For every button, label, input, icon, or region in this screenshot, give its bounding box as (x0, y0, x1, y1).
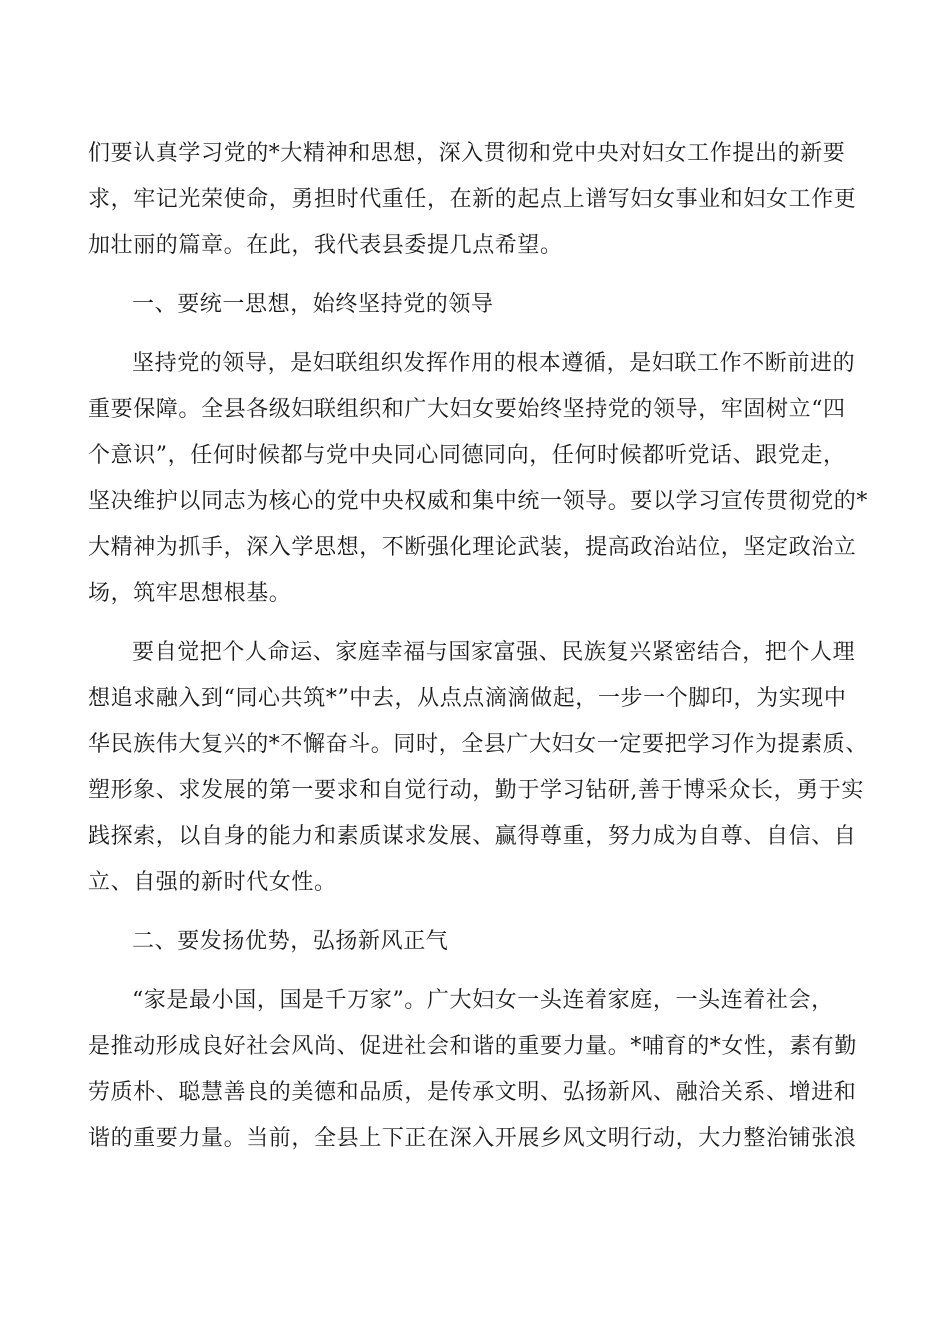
text-line: 们要认真学习党的*大精神和思想，深入贯彻和党中央对妇女工作提出的新要 (88, 141, 846, 166)
section-heading-1 (88, 282, 858, 328)
text-line: 加壮丽的篇章。在此，我代表县委提几点希望。 (88, 233, 563, 258)
text-line: 是推动形成良好社会风尚、促进社会和谐的重要力量。*哺育的*女性，素有勤 (88, 1034, 858, 1059)
heading-text: 二、要发扬优势，弘扬新风正气 (132, 929, 449, 954)
paragraph-1 (88, 131, 858, 269)
paragraph-4 (88, 978, 858, 1162)
text-line: 想追求融入到“同心共筑*”中去，从点点滴滴做起，一步一个脚印，为实现中 (88, 686, 847, 711)
text-line: 塑形象、求发展的第一要求和自觉行动，勤于学习钻研,善于博采众长，勇于实 (88, 778, 864, 803)
text-line: 华民族伟大复兴的*不懈奋斗。同时，全县广大妇女一定要把学习作为提素质、 (88, 732, 869, 757)
text-line: 重要保障。全县各级妇联组织和广大妇女要始终坚持党的领导，牢固树立“四 (88, 397, 846, 422)
text-line: 个意识”，任何时候都与党中央同心同德同向，任何时候都听党话、跟党走， (88, 443, 846, 468)
heading-text: 一、要统一思想，始终坚持党的领导 (132, 292, 494, 317)
text-line: 立、自强的新时代女性。 (88, 870, 337, 895)
text-line: 场，筑牢思想根基。 (88, 581, 292, 606)
paragraph-2 (88, 341, 869, 617)
section-heading-2 (88, 919, 858, 965)
text-line: “家是最小国，国是千万家”。广大妇女一头连着家庭，一头连着社会， (132, 988, 834, 1013)
text-line: 劳质朴、聪慧善良的美德和品质，是传承文明、弘扬新风、融洽关系、增进和 (88, 1080, 857, 1105)
text-line: 坚持党的领导，是妇联组织发挥作用的根本遵循，是妇联工作不断前进的 (132, 351, 856, 376)
text-line: 谐的重要力量。当前，全县上下正在深入开展乡风文明行动，大力整治铺张浪 (88, 1126, 857, 1151)
text-line: 要自觉把个人命运、家庭幸福与国家富强、民族复兴紧密结合，把个人理 (132, 640, 856, 665)
document-body (88, 131, 869, 1162)
text-line: 坚决维护以同志为核心的党中央权威和集中统一领导。要以学习宣传贯彻党的* (88, 489, 869, 514)
paragraph-3 (88, 630, 869, 906)
text-line: 求，牢记光荣使命，勇担时代重任，在新的起点上谱写妇女事业和妇女工作更 (88, 187, 857, 212)
text-line: 大精神为抓手，深入学思想，不断强化理论武装，提高政治站位，坚定政治立 (88, 535, 857, 560)
text-line: 践探索，以自身的能力和素质谋求发展、赢得尊重，努力成为自尊、自信、自 (88, 824, 857, 849)
